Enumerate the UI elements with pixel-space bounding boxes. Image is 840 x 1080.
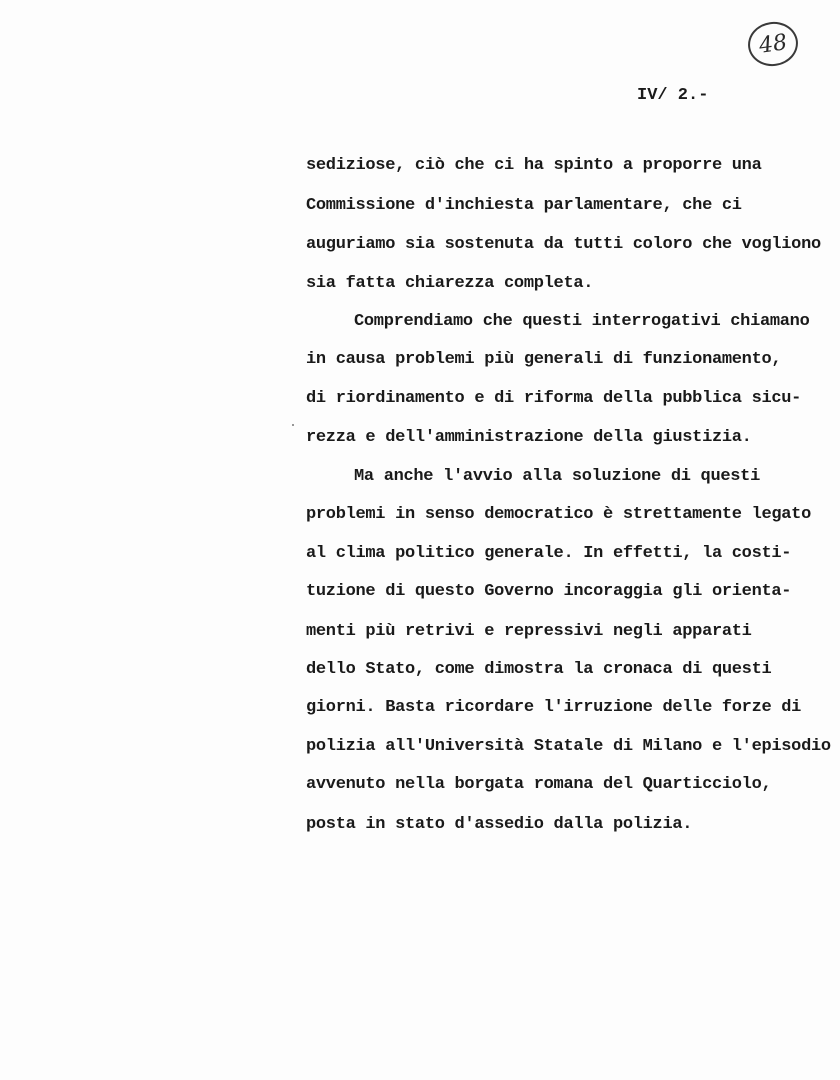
text-line: al clima politico generale. In effetti, la costi-	[306, 544, 792, 563]
text-line: in causa problemi più generali di funzionamento,	[306, 350, 782, 369]
text-line: di riordinamento e di riforma della pubblica sicu-	[306, 389, 802, 408]
page-stamp: 48	[745, 19, 801, 70]
text-line: rezza e dell'amministrazione della giustizia.	[306, 428, 752, 447]
text-line: dello Stato, come dimostra la cronaca di questi	[306, 660, 772, 679]
text-line: polizia all'Università Statale di Milano e l'episodio	[306, 737, 831, 756]
text-line: Comprendiamo che questi interrogativi chiamano	[354, 312, 810, 331]
text-line: sia fatta chiarezza completa.	[306, 274, 594, 293]
text-line: problemi in senso democratico è strettamente legato	[306, 505, 811, 524]
text-line: Commissione d'inchiesta parlamentare, che ci	[306, 196, 742, 215]
text-line: giorni. Basta ricordare l'irruzione delle forze di	[306, 698, 802, 717]
text-line: sediziose, ciò che ci ha spinto a proporre una	[306, 156, 762, 175]
text-line: Ma anche l'avvio alla soluzione di questi	[354, 467, 760, 486]
page-number: IV/ 2.-	[637, 86, 709, 105]
paper-speck	[292, 424, 294, 426]
text-line: avvenuto nella borgata romana del Quarticciolo,	[306, 775, 772, 794]
text-line: menti più retrivi e repressivi negli apparati	[306, 622, 752, 641]
text-line: auguriamo sia sostenuta da tutti coloro che vogliono	[306, 235, 821, 254]
text-line: tuzione di questo Governo incoraggia gli orienta-	[306, 582, 792, 601]
text-line: posta in stato d'assedio dalla polizia.	[306, 815, 693, 834]
